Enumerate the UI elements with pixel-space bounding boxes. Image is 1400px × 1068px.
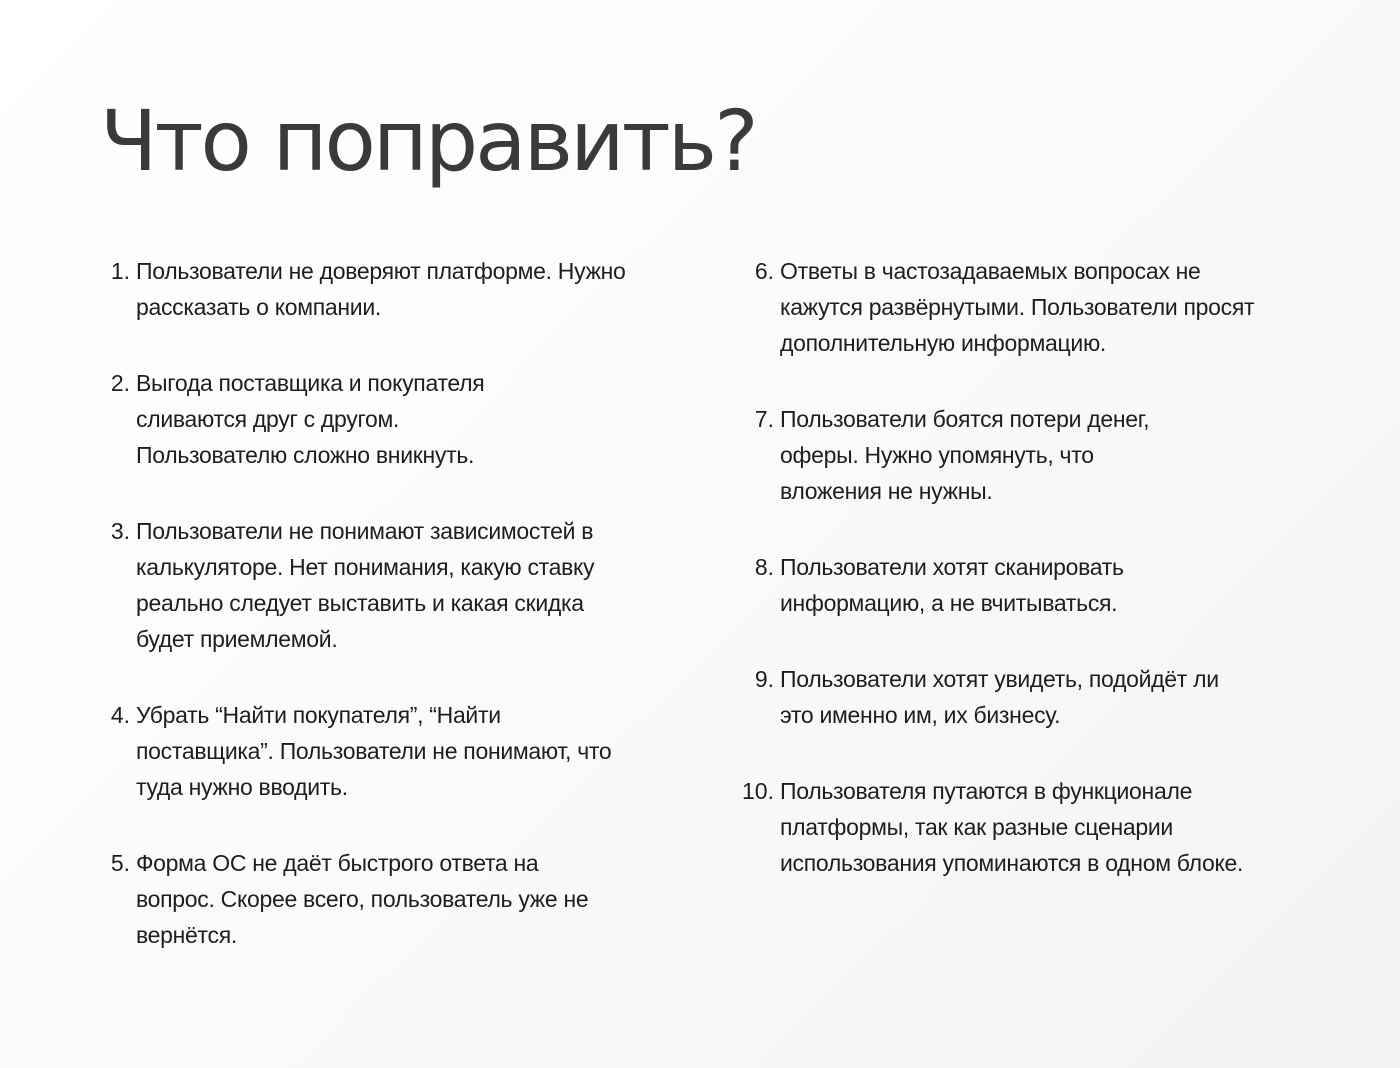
- item-text-line: поставщика”. Пользователи не понимают, что: [136, 738, 612, 764]
- list-item: [100, 697, 700, 805]
- item-text-line: Пользователя путаются в функционале: [780, 778, 1193, 804]
- list-item: [735, 661, 1355, 733]
- item-text-line: Ответы в частозадаваемых вопросах не: [780, 258, 1201, 284]
- item-number: 9.: [754, 666, 774, 692]
- item-text-line: Пользователи не понимают зависимостей в: [136, 518, 594, 544]
- item-text-line: Пользователю сложно вникнуть.: [136, 442, 475, 468]
- item-text-line: калькуляторе. Нет понимания, какую ставку: [136, 554, 595, 580]
- item-number: 2.: [110, 370, 130, 396]
- item-text-line: туда нужно вводить.: [136, 774, 348, 800]
- item-text-line: платформы, так как разные сценарии: [780, 814, 1173, 840]
- item-text-line: Выгода поставщика и покупателя: [136, 370, 485, 396]
- item-text-line: это именно им, их бизнесу.: [780, 702, 1061, 728]
- item-text-line: Пользователи не доверяют платформе. Нужно: [136, 258, 626, 284]
- item-text-line: кажутся развёрнутыми. Пользователи просят: [780, 294, 1255, 320]
- item-text-line: вопрос. Скорее всего, пользователь уже не: [136, 886, 589, 912]
- list-item: [735, 253, 1355, 361]
- item-text-line: реально следует выставить и какая скидка: [136, 590, 584, 616]
- item-text-line: рассказать о компании.: [136, 294, 381, 320]
- item-text-line: оферы. Нужно упомянуть, что: [780, 442, 1094, 468]
- item-text-line: дополнительную информацию.: [780, 330, 1106, 356]
- list-item: [735, 773, 1355, 881]
- list-item: [100, 513, 700, 657]
- list-item: [735, 401, 1355, 509]
- item-text-line: информацию, а не вчитываться.: [780, 590, 1118, 616]
- list-item: [100, 845, 700, 953]
- issues-list-right: [735, 253, 1355, 921]
- list-item: [100, 365, 700, 473]
- item-text-line: будет приемлемой.: [136, 626, 338, 652]
- item-number: 3.: [110, 518, 130, 544]
- page-title: Что поправить?: [100, 92, 756, 190]
- list-item: [735, 549, 1355, 621]
- item-text-line: Форма ОС не даёт быстрого ответа на: [136, 850, 539, 876]
- item-text-line: сливаются друг с другом.: [136, 406, 400, 432]
- issues-list-left: [100, 253, 700, 993]
- item-number: 6.: [754, 258, 774, 284]
- item-number: 10.: [742, 778, 774, 804]
- item-number: 4.: [110, 702, 130, 728]
- item-text-line: Пользователи хотят сканировать: [780, 554, 1124, 580]
- item-text-line: использования упоминаются в одном блоке.: [780, 850, 1244, 876]
- item-text-line: вернётся.: [136, 922, 237, 948]
- item-text-line: Убрать “Найти покупателя”, “Найти: [136, 702, 501, 728]
- item-text-line: Пользователи хотят увидеть, подойдёт ли: [780, 666, 1219, 692]
- item-text-line: Пользователи боятся потери денег,: [780, 406, 1150, 432]
- item-number: 1.: [110, 258, 130, 284]
- list-item: [100, 253, 700, 325]
- item-number: 8.: [754, 554, 774, 580]
- item-text-line: вложения не нужны.: [780, 478, 993, 504]
- item-number: 5.: [110, 850, 130, 876]
- item-number: 7.: [754, 406, 774, 432]
